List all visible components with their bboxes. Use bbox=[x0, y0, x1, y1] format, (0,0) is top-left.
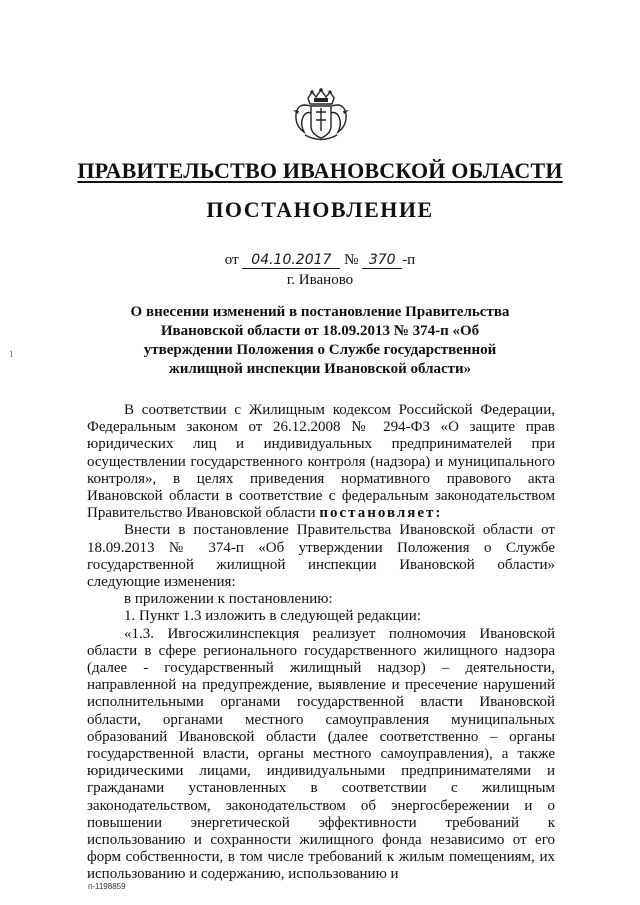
number-sign: № bbox=[344, 252, 359, 268]
document-subject: О внесении изменений в постановление Правительства Ивановской области от 18.09.2013 № 374-п «Об утверждении Положения о Службе государственной жилищной инспекции Ивановской области» bbox=[130, 304, 510, 377]
organization-title bbox=[0, 158, 640, 184]
number-suffix: -п bbox=[402, 252, 416, 268]
preamble-text: В соответствии с Жилищным кодексом Российской Федерации, Федеральным законом от 26.12.2008 № 294-ФЗ «О защите прав юридических лиц и индивидуальных предпринимателей при осуществлении государственного контроля (надзора) и муниципального контроля», в целях приведения нормативного правового акта Ивановской области в соответствие с федеральным законодательством Правительство Ивановской области bbox=[87, 402, 555, 522]
clause-paragraph: «1.3. Ивгосжилинспекция реализует полномочия Ивановской области в сфере регионального государственного жилищного надзора (далее - государственный жилищный надзор) – деятельности, направленной на предупреждение, выявление и пресечение нарушений исполнительными органами государственной власти Ивановской области, органами местного самоуправления муниципальных образований Ивановской области (далее соответственно – органы государственной власти, органы местного самоуправления), а также юридическими лицами, индивидуальными предпринимателями и гражданами установленных в соответствии с жилищным законодательством, законодательством об энергосбережении и о повышении энергетической эффективности требований к использованию и сохранности жилищного фонда независимо от его форм собственности, в том числе требований к жилым помещениям, их использованию и содержанию, использованию и bbox=[87, 625, 555, 883]
date-prefix: от bbox=[224, 252, 239, 268]
coat-of-arms-emblem bbox=[290, 84, 352, 146]
amendment-paragraph: Внести в постановление Правительства Ивановской области от 18.09.2013 № 374-п «Об утверждении Положения о Службе государственной жилищной инспекции Ивановской области» следующие изменения: bbox=[87, 522, 555, 591]
resolves-keyword: постановляет: bbox=[319, 505, 443, 522]
document-type-title: ПОСТАНОВЛЕНИЕ bbox=[206, 197, 434, 222]
item-paragraph: 1. Пункт 1.3 изложить в следующей редакции: bbox=[124, 608, 421, 625]
handwritten-number: 370 bbox=[362, 252, 402, 269]
document-body bbox=[87, 402, 555, 884]
footer-code: п-1198859 bbox=[88, 882, 126, 891]
organization-title-text: ПРАВИТЕЛЬСТВО ИВАНОВСКОЙ ОБЛАСТИ bbox=[77, 158, 563, 183]
date-number-line bbox=[0, 252, 640, 269]
appendix-paragraph: в приложении к постановлению: bbox=[124, 591, 333, 608]
margin-mark: 1 bbox=[9, 349, 14, 359]
preamble-paragraph bbox=[87, 402, 555, 522]
city-name: г. Иваново bbox=[286, 272, 354, 288]
handwritten-date: 04.10.2017 bbox=[242, 252, 340, 269]
